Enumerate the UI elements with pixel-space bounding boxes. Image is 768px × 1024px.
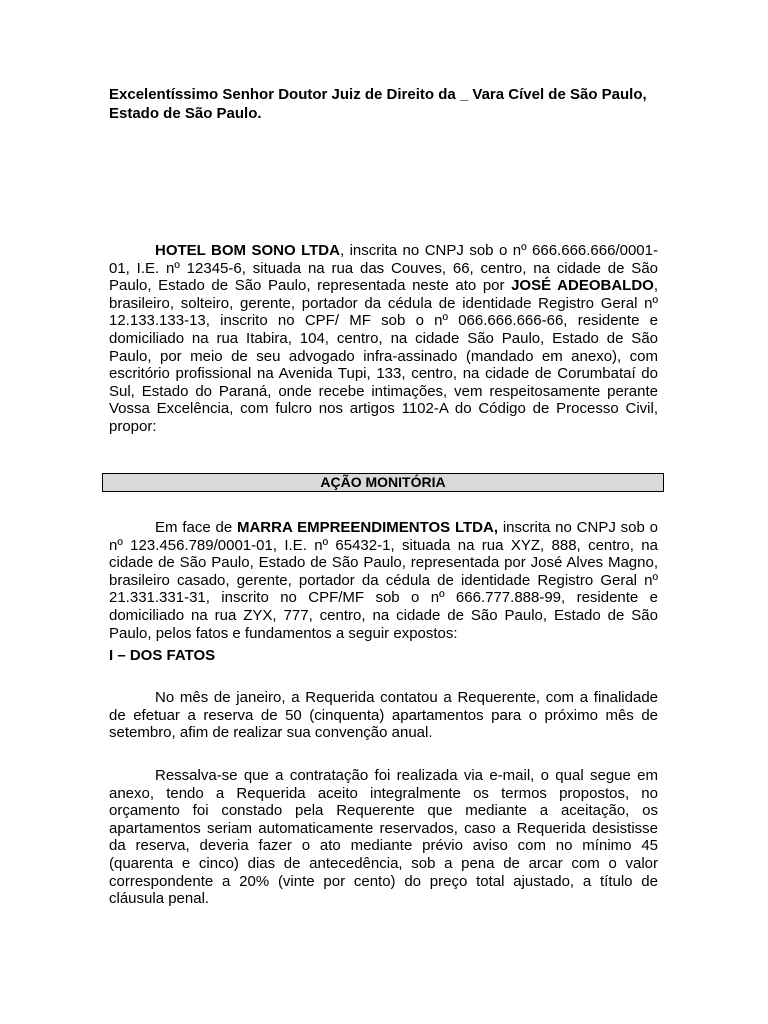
facts-paragraph: Ressalva-se que a contratação foi realizada via e-mail, o qual segue em anexo, tendo a Requerida aceito integralmente os termos propostos, no orçamento foi constado pela Requerente que mediante a aceitação, os apartamentos seriam automaticamente reservados, caso a Requerida desistisse da reserva, deveria fazer o ato mediante prévio aviso com no mínimo 45 (quarenta e cinco) dias de antecedência, sob a pena de arcar com o valor correspondente a 20% (vinte por cento) do preço total ajustado, a título de cláusula penal. [109,767,658,908]
action-title-box [102,473,664,492]
plaintiff-details-text: , inscrita no CNPJ sob o nº 666.666.666/0001-01, I.E. nº 12345-6, situada na rua das Couves, 66, centro, na cidade de São Paulo, Estado de São Paulo, representada neste ato por [109,242,658,295]
defendant-details-text: inscrita no CNPJ sob o nº 123.456.789/0001-01, I.E. nº 65432-1, situada na rua XYZ, 888, centro, na cidade de São Paulo, Estado de São Paulo, representada por José Alves Magno, brasileiro casado, gerente, portador da cédula de identidade Registro Geral nº 21.331.331-31, inscrito no CPF/MF sob o nº 666.777.888-99, residente e domiciliado na rua ZYX, 777, centro, na cidade de São Paulo, Estado de São Paulo, pelos fatos e fundamentos a seguir expostos: [109,519,658,642]
plaintiff-qualification-paragraph [109,242,658,436]
facts-paragraph: No mês de janeiro, a Requerida contatou a Requerente, com a finalidade de efetuar a reserva de 50 (cinquenta) apartamentos para o próximo mês de setembro, afim de realizar sua convenção anual. [109,689,658,742]
plaintiff-name: HOTEL BOM SONO LTDA [155,242,340,259]
representative-details-text: , brasileiro, solteiro, gerente, portador da cédula de identidade Registro Geral nº 12.133.133-13, inscrito no CPF/ MF sob o nº 066.666.666-66, residente e domiciliado na rua Itabira, 104, centro, na cidade São Paulo, Estado de São Paulo, por meio de seu advogado infra-assinado (mandado em anexo), com escritório profissional na Avenida Tupi, 133, centro, na cidade de Corumbataí do Sul, Estado do Paraná, onde recebe intimações, vem respeitosamente perante Vossa Excelência, com fulcro nos artigos 1102-A do Código de Processo Civil, propor: [109,277,658,435]
action-title: AÇÃO MONITÓRIA [320,474,446,490]
defendant-intro-text: Em face de [155,519,237,536]
defendant-name: MARRA EMPREENDIMENTOS LTDA, [236,519,499,536]
defendant-qualification-paragraph [109,519,658,642]
section-title-facts: I – DOS FATOS [109,647,216,664]
representative-name: JOSÉ ADEOBALDO [511,277,654,295]
petition-addressee-heading: Excelentíssimo Senhor Doutor Juiz de Direito da _ Vara Cível de São Paulo, Estado de São Paulo. [109,86,647,122]
